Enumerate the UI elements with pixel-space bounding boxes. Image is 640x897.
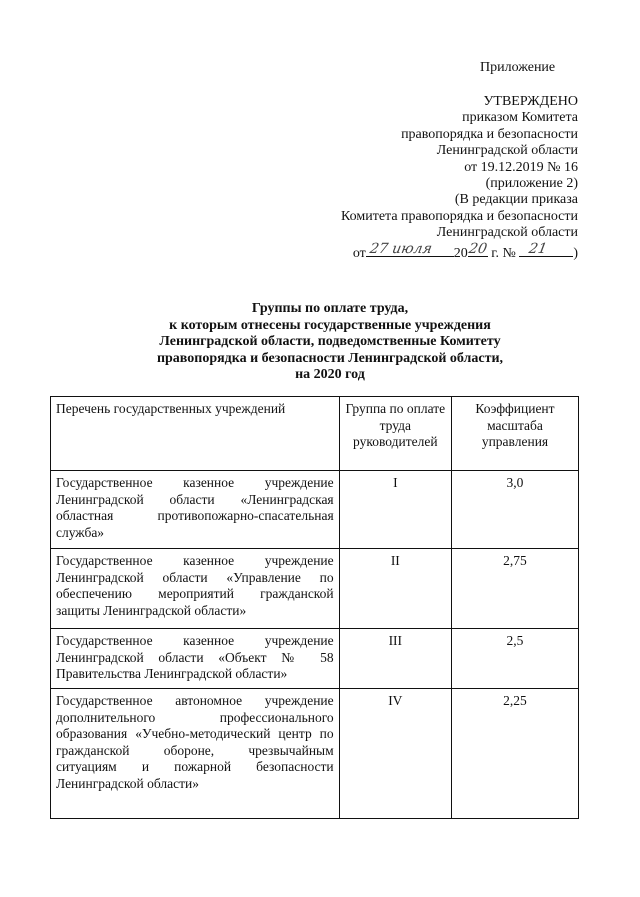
header-coefficient: Коэффициент масштаба управления — [451, 397, 578, 471]
group-value: III — [339, 629, 451, 689]
year-blank — [468, 242, 488, 257]
table-row — [51, 549, 579, 629]
title-line: правопорядка и безопасности Ленинградской области, — [156, 350, 504, 366]
table-row — [51, 689, 579, 819]
title-line: Группы по оплате труда, — [251, 301, 409, 316]
year-prefix: 20 — [453, 245, 468, 261]
title-line: Ленинградской области, подведомственные Комитету — [159, 334, 501, 350]
coefficient-value: 2,75 — [451, 549, 578, 629]
group-value: II — [339, 549, 451, 629]
group-value: I — [339, 471, 451, 549]
title-line: на 2020 год — [295, 367, 365, 383]
institution-name: Государственное казенное учреждение Ленинградской области «Объект № 58 Правительства Ленинградской области» — [51, 629, 340, 689]
institution-name: Государственное казенное учреждение Ленинградской области «Управление по обеспечению мероприятий гражданской защиты Ленинградской области» — [51, 549, 340, 629]
approval-block — [341, 94, 578, 262]
coefficient-value: 3,0 — [451, 471, 578, 549]
approval-line: (приложение 2) — [485, 176, 578, 192]
institution-name: Государственное автономное учреждение дополнительного профессионального образования «Учебно-методический центр по гражданской обороне, чрезвычайным ситуациям и пожарной безопасности Ленинградской области» — [51, 689, 340, 819]
coefficient-value: 2,5 — [451, 629, 578, 689]
handwritten-year: 20 — [467, 240, 489, 257]
title-line: к которым отнесены государственные учреждения — [169, 317, 491, 333]
table-row — [51, 629, 579, 689]
number-blank — [519, 242, 573, 257]
document-title — [60, 301, 600, 384]
number-prefix: г. № — [491, 245, 516, 261]
handwritten-date: 27 июля — [368, 240, 434, 257]
table-header-row — [51, 397, 579, 471]
institutions-table — [50, 396, 579, 819]
amendment-line: (В редакции приказа — [454, 192, 578, 208]
coefficient-value: 2,25 — [451, 689, 578, 819]
amendment-date-line — [341, 242, 578, 262]
closing-paren: ) — [573, 245, 578, 261]
approval-heading: УТВЕРЖДЕНО — [483, 94, 578, 109]
approval-line: приказом Комитета — [462, 110, 578, 126]
amendment-line: Ленинградской области — [436, 225, 578, 241]
handwritten-number: 21 — [527, 240, 549, 257]
header-name: Перечень государственных учреждений — [51, 397, 340, 471]
institution-name: Государственное казенное учреждение Ленинградской области «Ленинградская областная противопожарно-спасательная служба» — [51, 471, 340, 549]
date-blank — [366, 242, 454, 257]
approval-line: правопорядка и безопасности — [401, 126, 578, 142]
table-row — [51, 471, 579, 549]
header-group: Группа по оплате труда руководителей — [339, 397, 451, 471]
approval-line: Ленинградской области — [436, 143, 578, 159]
amendment-line: Комитета правопорядка и безопасности — [341, 208, 578, 224]
appendix-label: Приложение — [480, 60, 556, 75]
approval-date-line: от 19.12.2019 № 16 — [464, 159, 578, 175]
date-prefix: от — [352, 245, 366, 261]
group-value: IV — [339, 689, 451, 819]
